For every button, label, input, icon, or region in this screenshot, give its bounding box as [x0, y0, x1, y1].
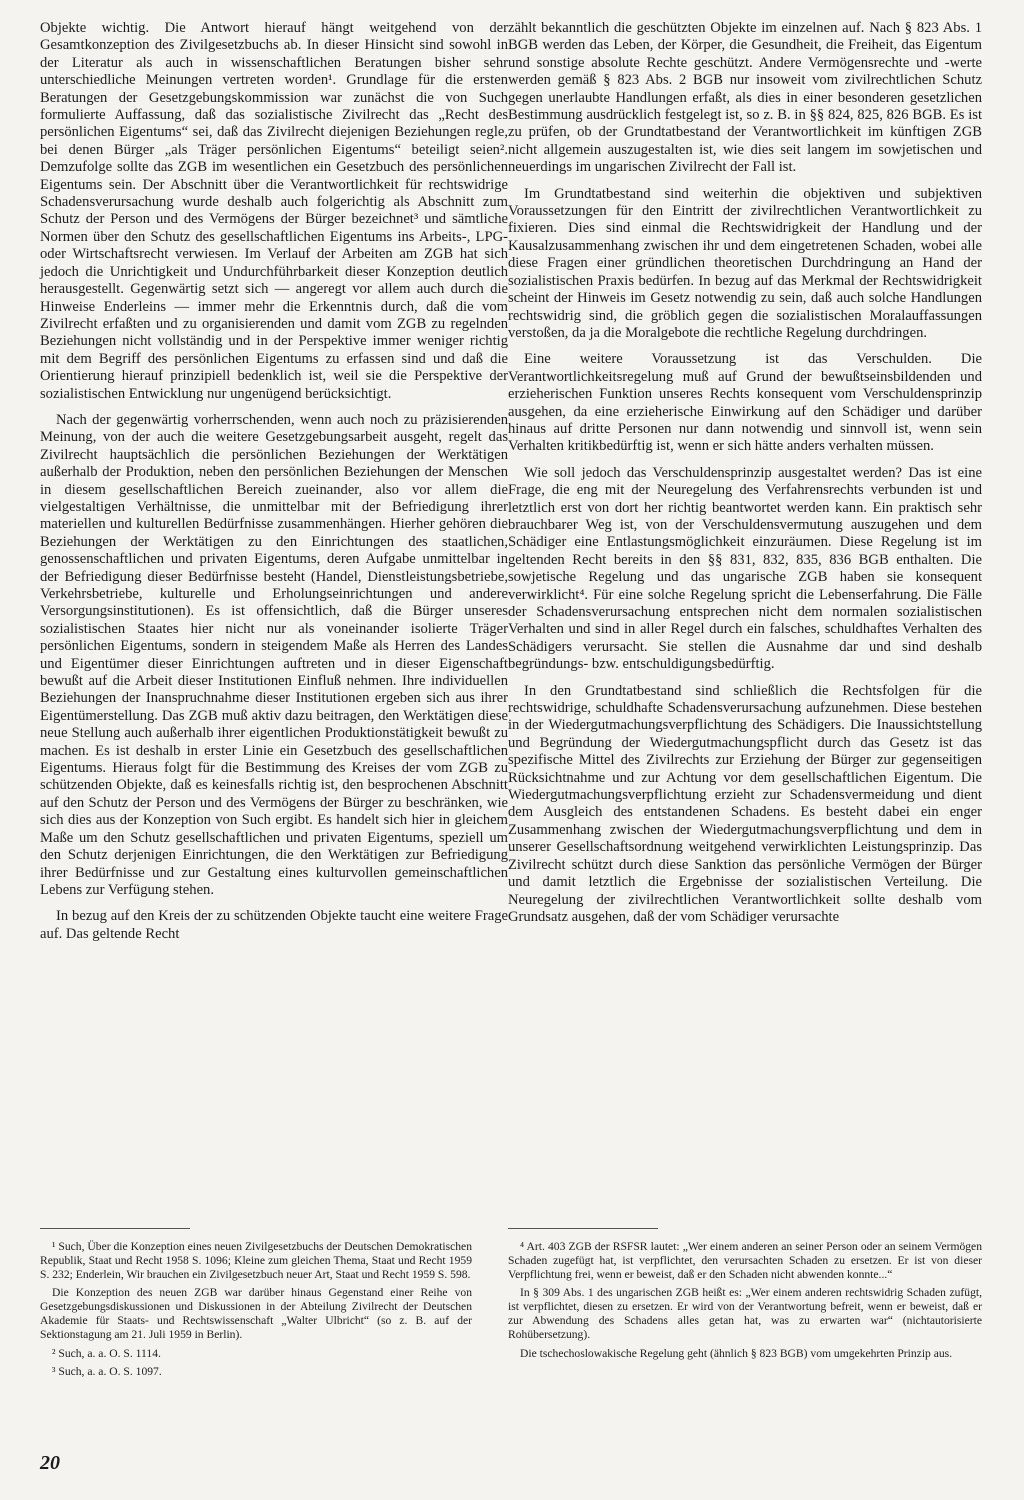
page-number: 20 — [40, 1452, 60, 1474]
paragraph: Nach der gegenwärtig vorherrschenden, wenn auch noch zu präzisierenden Meinung, von der auch die weitere Gesetzgebungsarbeit ausgeht, regelt das Zivilrecht hauptsächlich die persönlichen Beziehungen der Werktätigen außerhalb der Produktion, neben den persönlichen Beziehungen der Menschen in diesem gesellschaftlichen Bereich zueinander, also vor allem die vielgestaltigen Verhältnisse, die unmittelbar mit der Befriedigung ihrer materiellen und kulturellen Bedürfnisse zusammenhängen. Hierher gehören die Beziehungen der Werktätigen zu den Einrichtungen des staatlichen, genossenschaftlichen und privaten Eigentums, deren Aufgabe unmittelbar in der Befriedigung dieser Bedürfnisse besteht (Handel, Dienstleistungsbetriebe, Verkehrsbetriebe, kulturelle und Erholungseinrichtungen und andere Versorgungsinstitutionen). Es ist offensichtlich, daß die Bürger unseres sozialistischen Staates hier nicht nur als voneinander isolierte Träger persönlichen Eigentums, sondern in steigendem Maße als Herren des Landes und Eigentümer dieser Einrichtungen auftreten und in dieser Eigenschaft bewußt auf die Arbeit dieser Institutionen Einfluß nehmen. Ihre individuellen Beziehungen der Inanspruchnahme dieser Institutionen ergeben sich aus ihrer Eigentümerstellung. Das ZGB muß aktiv dazu beitragen, den Werktätigen diese neue Stellung auch außerhalb ihrer eigentlichen Produktionstätigkeit bewußt zu machen. Es ist deshalb in erster Linie ein Gesetzbuch des gesellschaftlichen Eigentums. Hieraus folgt für die Bestimmung des Kreises der vom ZGB zu schützenden Objekte, daß es keinesfalls richtig ist, den besprochenen Abschnitt auf den Schutz der Person und des Vermögens der Bürger zu beschränken, wie sich dies aus der Konzeption von Such ergibt. Es handelt sich hier in gleichem Maße um den Schutz gesellschaftlichen und privaten Eigentums, speziell um den Schutz derjenigen Einrichtungen, die den Werktätigen zur Befriedigung ihrer Bedürfnisse und zur Gestaltung eines kulturvollen gemeinschaftlichen Lebens zur Verfügung stehen. — [40, 411, 508, 898]
right-column — [508, 20, 982, 926]
footnote: In § 309 Abs. 1 des ungarischen ZGB heißt es: „Wer einem anderen rechtswidrig Schaden zufügt, ist verpflichtet, diesen zu ersetzen. Er wird von der Verantwortung befreit, wenn er beweist, daß er zur Abwendung des Schadens alles getan hat, was zu erwarten war“ (nichtautorisierte Rohübersetzung). — [508, 1286, 982, 1341]
footnote: ⁴ Art. 403 ZGB der RSFSR lautet: „Wer einem anderen an seiner Person oder an seinem Vermögen Schaden zugefügt hat, ist verpflichtet, den verursachten Schaden zu ersetzen. Er ist von dieser Verpflichtung frei, wenn er beweist, daß er den Schaden nicht abwenden konnte...“ — [508, 1240, 982, 1281]
paragraph: Objekte wichtig. Die Antwort hierauf hängt weitgehend von der Gesamtkonzeption des Zivilgesetzbuchs ab. In dieser Hinsicht sind sowohl in der Literatur als auch in wissenschaftlichen Beratungen bisher sehr unterschiedliche Meinungen vertreten worden¹. Grundlage für die ersten Beratungen der Gesetzgebungskommission war zunächst die von Such formulierte Auffassung, daß das sozialistische Zivilrecht das „Recht des persönlichen Eigentums“ sei, daß das Zivilrecht diejenigen Beziehungen regle, bei denen Bürger „als Träger persönlichen Eigentums“ beteiligt seien². Demzufolge sollte das ZGB im wesentlichen ein Gesetzbuch des persönlichen Eigentums sein. Der Abschnitt über die Verantwortlichkeit für rechtswidrige Schadensverursachung wurde deshalb auch folgerichtig als Abschnitt zum Schutz der Person und des Vermögens der Bürger bezeichnet³ und sämtliche Normen über den Schutz des gesellschaftlichen Eigentums ins Arbeits-, LPG- oder Wirtschaftsrecht verwiesen. Im Verlauf der Arbeiten am ZGB hat sich jedoch die Unrichtigkeit und Undurchführbarkeit dieser Konzeption deutlich herausgestellt. Gegenwärtig setzt sich — angeregt vor allem auch durch die Hinweise Enderleins — immer mehr die Erkenntnis durch, daß die vom Zivilrecht erfaßten und zu organisierenden und damit vom ZGB zu regelnden Beziehungen nicht vollständig und in der Perspektive immer weniger richtig mit dem Begriff des persönlichen Eigentums zu erfassen sind und daß die Orientierung hierauf prinzipiell bedenklich ist, weil sie die Perspektive der sozialistischen Entwicklung nur ungenügend berücksichtigt. — [40, 20, 508, 402]
footnotes-left — [40, 1240, 472, 1384]
paragraph: Im Grundtatbestand sind weiterhin die objektiven und subjektiven Voraussetzungen für den Eintritt der zivilrechtlichen Verantwortlichkeit zu fixieren. Dies sind einmal die Rechtswidrigkeit der Handlung und der Kausalzusammenhang zwischen ihr und dem eingetretenen Schaden, wobei alle diese Fragen einer gründlichen theoretischen Durchdringung an Hand der sozialistischen Praxis bedürfen. In bezug auf das Merkmal der Rechtswidrigkeit scheint der Hinweis im Gesetz notwendig zu sein, daß auch solche Handlungen rechtswidrig sind, die gröblich gegen die sozialistischen Moralauffassungen verstoßen, da ja die Moralgebote die rechtliche Regelung durchdringen. — [508, 185, 982, 341]
paragraph: zählt bekanntlich die geschützten Objekte im einzelnen auf. Nach § 823 Abs. 1 BGB werden das Leben, der Körper, die Gesundheit, die Freiheit, das Eigentum und sonstige absolute Rechte geschützt. Andere Vermögensrechte und -werte werden gemäß § 823 Abs. 2 BGB nur insoweit vom zivilrechtlichen Schutz gegen unerlaubte Handlungen erfaßt, als dies in einer besonderen gesetzlichen Bestimmung ausdrücklich festgelegt ist, so z. B. in §§ 824, 825, 826 BGB. Es ist zu prüfen, ob der Grundtatbestand der Verantwortlichkeit im künftigen ZGB nicht allgemein auszugestalten ist, wie dies seit langem im sowjetischen und neuerdings im ungarischen Zivilrecht der Fall ist. — [508, 20, 982, 176]
footnote: ¹ Such, Über die Konzeption eines neuen Zivilgesetzbuchs der Deutschen Demokratischen Republik, Staat und Recht 1958 S. 1096; Kleine zum gleichen Thema, Staat und Recht 1959 S. 232; Enderlein, Wir brauchen ein Zivilgesetzbuch neuer Art, Staat und Recht 1959 S. 598. — [40, 1240, 472, 1281]
footnote: Die Konzeption des neuen ZGB war darüber hinaus Gegenstand einer Reihe von Gesetzgebungsdiskussionen und Diskussionen in der Abteilung Zivilrecht der Deutschen Akademie für Staats- und Rechtswissenschaft „Walter Ulbricht“ (so z. B. auf der Sektionstagung am 21. Juli 1959 in Berlin). — [40, 1286, 472, 1341]
footnote: ² Such, a. a. O. S. 1114. — [52, 1346, 161, 1360]
footnote-divider-right — [508, 1228, 658, 1229]
paragraph: Wie soll jedoch das Verschuldensprinzip ausgestaltet werden? Das ist eine Frage, die eng mit der Neuregelung des Verfahrensrechts verbunden ist und letztlich erst von dort her richtig beantwortet werden kann. Ein praktisch sehr brauchbarer Weg ist, von der Verschuldensvermutung auszugehen und dem Schädiger eine Entlastungsmöglichkeit einzuräumen. Diese Regelung ist im geltenden Recht bereits in den §§ 831, 832, 835, 836 BGB enthalten. Die sowjetische Regelung und das ungarische ZGB haben sie konsequent verwirklicht⁴. Für eine solche Regelung spricht die Lebenserfahrung. Die Fälle der Schadensverursachung entsprechen nicht dem normalen sozialistischen Verhalten und sind in aller Regel durch ein falsches, schuldhaftes Verhalten des Schädigers verursacht. Sie stellen die Ausnahme dar und sind deshalb begründungs- bzw. entschuldigungsbedürftig. — [508, 464, 982, 673]
footnote: ³ Such, a. a. O. S. 1097. — [52, 1365, 162, 1379]
paragraph: In den Grundtatbestand sind schließlich die Rechtsfolgen für die rechtswidrige, schuldhafte Schadensverursachung aufzunehmen. Diese bestehen in der Wiedergutmachungsverpflichtung des Schädigers. Die Inaussichtstellung und Begründung der Wiedergutmachungspflicht durch das Gesetz ist das spezifische Mittel des Zivilrechts zur Erziehung der Bürger zur gegenseitigen Rücksichtnahme und zur Achtung vor dem gesellschaftlichen Eigentum. Die Wiedergutmachungsverpflichtung erzieht zur Schadensvermeidung und dient dem Ausgleich des entstandenen Schadens. Es besteht dabei ein enger Zusammenhang zwischen der Wiedergutmachungsverpflichtung und dem in unserer Gesellschaftsordnung weitgehend verwirklichten Leistungsprinzip. Das Zivilrecht schützt durch diese Sanktion das persönliche Vermögen der Bürger und damit letztlich die Ergebnisse der sozialistischen Verteilung. Die Neuregelung der zivilrechtlichen Verantwortlichkeit sollte deshalb vom Grundsatz ausgehen, daß der vom Schädiger verursachte — [508, 682, 982, 925]
paragraph: In bezug auf den Kreis der zu schützenden Objekte taucht eine weitere Frage auf. Das geltende Recht — [40, 908, 508, 942]
paragraph: Eine weitere Voraussetzung ist das Verschulden. Die Verantwortlichkeitsregelung muß auf Grund der bewußtseinsbildenden und erzieherischen Funktion unseres Rechts konsequent vom Verschuldensprinzip ausgehen, da eine erzieherische Einwirkung auf den Schädiger und darüber hinaus auf dritte Personen nur dann notwendig und sinnvoll ist, wenn sein Verhalten kritikbedürftig ist, wenn er sich hätte anders verhalten müssen. — [508, 351, 982, 455]
footnotes-right — [508, 1240, 982, 1365]
footnote: Die tschechoslowakische Regelung geht (ähnlich § 823 BGB) vom umgekehrten Prinzip aus. — [520, 1346, 953, 1360]
footnote-divider-left — [40, 1228, 190, 1229]
left-column — [40, 20, 508, 943]
